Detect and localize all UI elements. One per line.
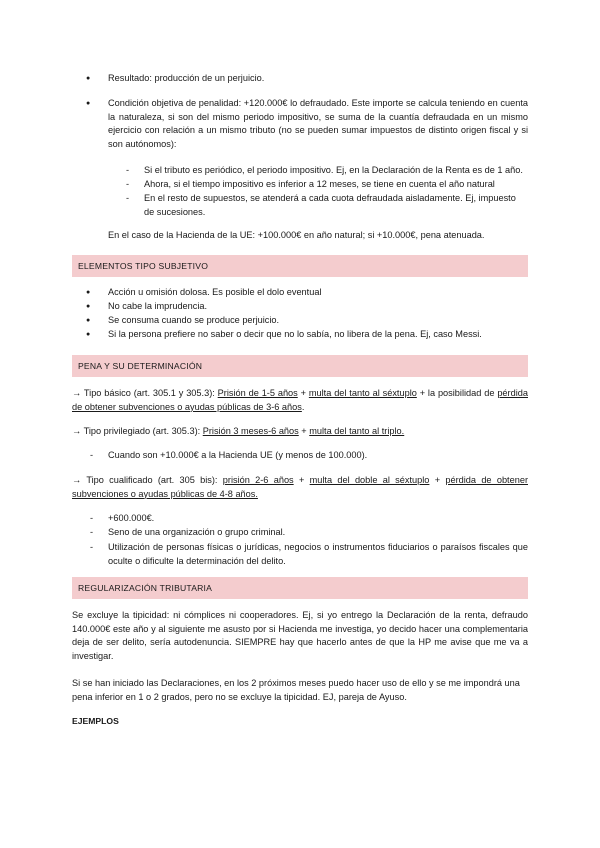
- tipo-basico-label: → Tipo básico (art. 305.1 y 305.3):: [72, 388, 218, 398]
- dash-item: -: [90, 513, 94, 523]
- dash-text: +600.000€.: [108, 513, 155, 523]
- bullet-subjetivo-3: [108, 314, 528, 328]
- dash-text: Si el tributo es periódico, el periodo impositivo. Ej, en la Declaración de la Renta es de 1 año.: [144, 165, 523, 175]
- bullet-text: Condición objetiva de penalidad: +120.000€ lo defraudado. Este importe se calcula teniendo en cuenta la naturaleza, si son del mismo periodo impositivo, se suma de la cuantía defraudada en un mismo ejercicio con relación a un mismo tributo (no se pueden sumar impuestos de distinto origen fiscal y si son autónomos):: [108, 98, 528, 149]
- tipo-cualificado-label: → Tipo cualificado (art. 305 bis):: [72, 475, 223, 485]
- period: .: [301, 401, 305, 412]
- ue-paragraph: En el caso de la Hacienda de la UE: +100.000€ en año natural; si +10.000€, pena atenuada.: [108, 230, 485, 240]
- dash-item: -: [90, 450, 94, 460]
- bullet-subjetivo-4: [108, 328, 528, 342]
- section-header-subjetivo: ELEMENTOS TIPO SUBJETIVO: [72, 255, 528, 277]
- tipo-cualificado-prision: prisión 2-6 años: [222, 475, 294, 485]
- bullet-text: Si la persona prefiere no saber o decir que no lo sabía, no libera de la pena. Ej, caso Messi.: [108, 329, 482, 339]
- dash-text: Ahora, si el tiempo impositivo es inferior a 12 meses, se tiene en cuenta el año natural: [144, 179, 495, 189]
- tipo-cualificado-perdida: pérdida de obtener subvenciones o ayudas públicas de 4-8 años.: [72, 475, 528, 499]
- plus-sign: +: [297, 388, 309, 398]
- tipo-basico-connector: + la posibilidad de: [416, 388, 498, 398]
- tipo-privilegiado-multa: multa del tanto al triplo.: [309, 426, 405, 436]
- bullet-resultado: [108, 72, 528, 86]
- dash-item: -: [126, 179, 130, 189]
- tipo-basico-prision: Prisión de 1-5 años: [217, 388, 298, 398]
- section-header-pena: PENA Y SU DETERMINACIÓN: [72, 355, 528, 377]
- bullet-text: Acción u omisión dolosa. Es posible el dolo eventual: [108, 287, 322, 297]
- bullet-text: Resultado: producción de un perjuicio.: [108, 73, 265, 83]
- tipo-privilegiado-prision: Prisión 3 meses-6 años: [202, 426, 299, 436]
- plus-sign: +: [293, 475, 310, 485]
- plus-sign: +: [429, 475, 446, 485]
- bullet-subjetivo-2: [108, 300, 528, 314]
- regularizacion-paragraph-2: Si se han iniciado las Declaraciones, en los 2 próximos meses puedo hacer uso de ello y se me impondrá una pena inferior en 1 o 2 grados, pero no se excluye la tipicidad. EJ, pareja de Ayuso.: [72, 678, 520, 702]
- bullet-text: No cabe la imprudencia.: [108, 301, 208, 311]
- ejemplos-heading: EJEMPLOS: [72, 716, 119, 726]
- tipo-privilegiado-paragraph: [72, 425, 528, 439]
- dash-item: -: [90, 542, 94, 552]
- plus-sign: +: [298, 426, 310, 436]
- tipo-basico-perdida: pérdida de obtener subvenciones o ayudas públicas de 3-6 años: [72, 388, 528, 412]
- bullet-condicion: [108, 97, 528, 151]
- dash-text: En el resto de supuestos, se atenderá a cada cuota defraudada aisladamente. Ej, impuesto de sucesiones.: [144, 193, 516, 217]
- tipo-basico-paragraph: [72, 387, 528, 414]
- dash-text: Seno de una organización o grupo criminal.: [108, 527, 286, 537]
- tipo-cualificado-multa: multa del doble al séxtuplo: [309, 475, 430, 485]
- regularizacion-paragraph-1: Se excluye la tipicidad: ni cómplices ni cooperadores. Ej, si yo entrego la Declaración de la renta, defraudo 140.000€ este año y al siguiente me asusto por si Hacienda me investiga, yo decido hacer una complementaria deja de ser delito, sería autodenuncia. SIEMPRE hay que hacerlo antes de que la HP me avise que me va a investigar.: [72, 610, 528, 661]
- bullet-subjetivo-1: [108, 286, 528, 300]
- tipo-basico-multa: multa del tanto al séxtuplo: [308, 388, 417, 398]
- dash-text: Cuando son +10.000€ a la Hacienda UE (y menos de 100.000).: [108, 450, 368, 460]
- tipo-cualificado-paragraph: [72, 474, 528, 501]
- dash-item: -: [126, 165, 130, 175]
- dash-item: -: [126, 193, 130, 203]
- section-header-regularizacion: REGULARIZACIÓN TRIBUTARIA: [72, 577, 528, 599]
- dash-item: -: [90, 527, 94, 537]
- tipo-privilegiado-label: → Tipo privilegiado (art. 305.3):: [72, 426, 203, 436]
- bullet-text: Se consuma cuando se produce perjuicio.: [108, 315, 280, 325]
- dash-text: Utilización de personas físicas o jurídicas, negocios o instrumentos fiduciarios o paraísos fiscales que oculte o dificulte la determinación del delito.: [108, 542, 528, 566]
